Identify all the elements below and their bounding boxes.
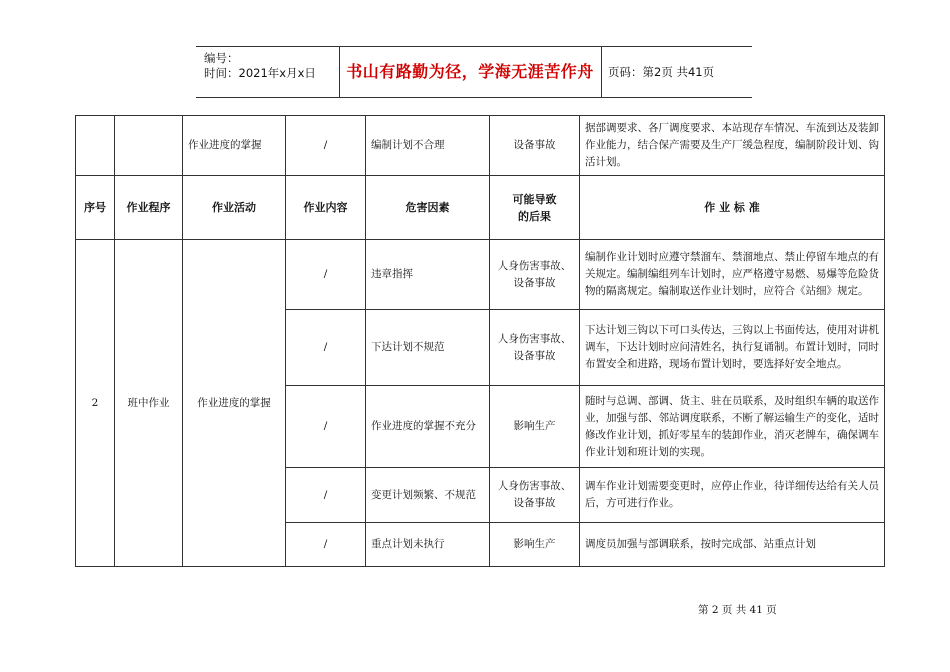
page-footer: 第 2 页 共 41 页 xyxy=(698,604,777,616)
cell-standard: 据部调要求、各厂调度要求、本站现存车情况、车流到达及装卸作业能力，结合保产需要及生产厂缓急程度，编制阶段计划、钩活计划。 xyxy=(580,116,885,176)
cell-procedure: 班中作业 xyxy=(115,240,183,567)
col-header-hazard: 危害因素 xyxy=(366,176,490,240)
cell-consequence: 人身伤害事故、设备事故 xyxy=(490,310,580,386)
cell-hazard: 作业进度的掌握不充分 xyxy=(366,386,490,468)
hazard-table xyxy=(75,115,885,567)
col-header-content: 作业内容 xyxy=(286,176,366,240)
cell-consequence: 影响生产 xyxy=(490,386,580,468)
page-info: 页码：第2页 共41页 xyxy=(608,65,715,79)
cell-content: / xyxy=(286,468,366,523)
header-divider xyxy=(601,47,602,97)
table-header-row xyxy=(76,176,885,240)
col-header-consequence xyxy=(490,176,580,240)
cell-hazard: 变更计划频繁、不规范 xyxy=(366,468,490,523)
table-row xyxy=(76,116,885,176)
cell-consequence: 影响生产 xyxy=(490,523,580,567)
number-label: 编号： xyxy=(204,51,239,65)
cell-standard: 调度员加强与部调联系，按时完成部、站重点计划 xyxy=(580,523,885,567)
cell-content: / xyxy=(286,523,366,567)
date-label: 时间：2021年x月x日 xyxy=(204,66,316,80)
cell-consequence: 人身伤害事故、设备事故 xyxy=(490,468,580,523)
cell-content: / xyxy=(286,116,366,176)
cell-hazard: 下达计划不规范 xyxy=(366,310,490,386)
cell-standard: 调车作业计划需要变更时，应停止作业，待详细传达给有关人员后，方可进行作业。 xyxy=(580,468,885,523)
page-header xyxy=(196,46,752,98)
col-header-activity: 作业活动 xyxy=(183,176,286,240)
cell-consequence: 人身伤害事故、设备事故 xyxy=(490,240,580,310)
col-header-consequence-line2: 的后果 xyxy=(518,209,551,223)
col-header-procedure: 作业程序 xyxy=(115,176,183,240)
header-meta xyxy=(204,51,316,81)
col-header-seq: 序号 xyxy=(76,176,115,240)
cell-seq xyxy=(76,116,115,176)
cell-seq: 2 xyxy=(76,240,115,567)
cell-content: / xyxy=(286,386,366,468)
cell-activity: 作业进度的掌握 xyxy=(183,116,286,176)
table-row xyxy=(76,240,885,310)
cell-activity: 作业进度的掌握 xyxy=(183,240,286,567)
col-header-consequence-line1: 可能导致 xyxy=(512,192,557,206)
cell-standard: 编制作业计划时应遵守禁溜车、禁溜地点、禁止停留车地点的有关规定。编制编组列车计划时，应严格遵守易燃、易爆等危险货物的隔离规定。编制取送作业计划时，应符合《站细》规定。 xyxy=(580,240,885,310)
cell-procedure xyxy=(115,116,183,176)
col-header-standard: 作 业 标 准 xyxy=(580,176,885,240)
cell-content: / xyxy=(286,310,366,386)
cell-consequence: 设备事故 xyxy=(490,116,580,176)
cell-hazard: 违章指挥 xyxy=(366,240,490,310)
cell-standard: 随时与总调、部调、货主、驻在员联系，及时组织车辆的取送作业，加强与部、邻站调度联系，不断了解运输生产的变化，适时修改作业计划，抓好零星车的装卸作业，消灭老牌车，确保调车作业计划和班计划的实现。 xyxy=(580,386,885,468)
cell-hazard: 重点计划未执行 xyxy=(366,523,490,567)
cell-hazard: 编制计划不合理 xyxy=(366,116,490,176)
cell-content: / xyxy=(286,240,366,310)
motto: 书山有路勤为径，学海无涯苦作舟 xyxy=(346,62,594,81)
cell-standard: 下达计划三钩以下可口头传达，三钩以上书面传达，使用对讲机调车，下达计划时应问清姓名，执行复诵制。布置计划时，同时布置安全和进路，现场布置计划时，要选择好安全地点。 xyxy=(580,310,885,386)
